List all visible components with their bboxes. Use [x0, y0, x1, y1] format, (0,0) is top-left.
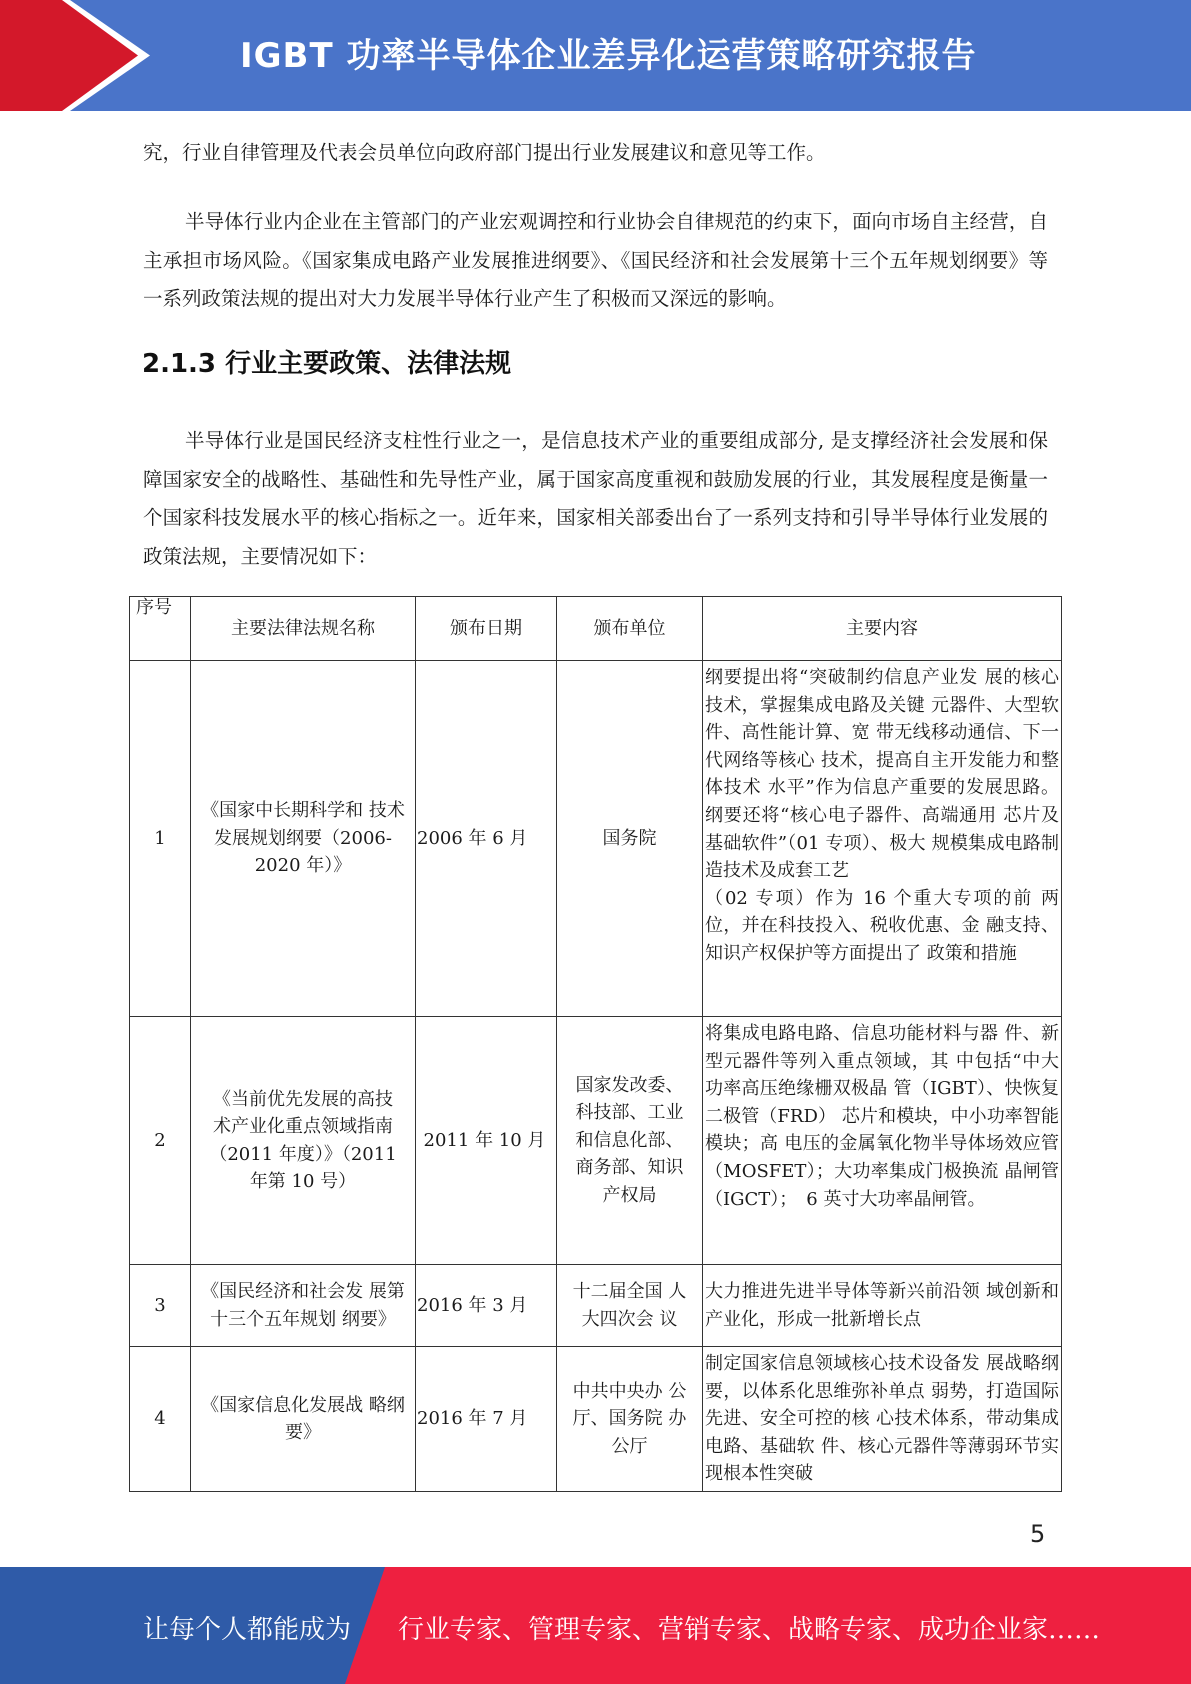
table-row — [130, 1017, 1062, 1265]
cell-index: 2 — [130, 1017, 191, 1265]
policy-table — [129, 596, 1062, 1492]
cell-content-part-1: 纲要提出将“突破制约信息产业发 展的核心技术，掌握集成电路及关键 元器件、大型软件、高性能计算、宽 带无线移动通信、下一代网络等核心 技术，提高自主开发能力和整体技术 水平”作为信息产重要的发展思路。 纲要还将“核心电子器件、高端通用 芯片及基础软件”（01 专项）、极大 规模集成电路制造技术及成套工艺 — [705, 667, 1059, 882]
table-header-row — [130, 597, 1062, 661]
cell-date: 2006 年 6 月 — [416, 661, 557, 1017]
report-title: IGBT 功率半导体企业差异化运营策略研究报告 — [240, 36, 977, 76]
cell-name: 《国家中长期科学和 技术发展规划纲要（2006-2020 年）》 — [191, 661, 416, 1017]
footer-slogan-right: 行业专家、管理专家、营销专家、战略专家、成功企业家…… — [398, 1615, 1101, 1645]
cell-issuer: 中共中央办 公厅、国务院 办公厅 — [557, 1347, 703, 1492]
paragraph-policy-intro: 半导体行业是国民经济支柱性行业之一，是信息技术产业的重要组成部分, 是支撑经济社会发展和保障国家安全的战略性、基础性和先导性产业，属于国家高度重视和鼓励发展的行业，其发展程度是衡量一个国家科技发展水平的核心指标之一。近年来，国家相关部委出台了一系列支持和引导半导体行业发展的政策法规，主要情况如下： — [143, 429, 1048, 568]
header-banner — [0, 0, 1191, 111]
cell-index: 4 — [130, 1347, 191, 1492]
chevron-logo-icon — [0, 0, 160, 111]
cell-content: 大力推进先进半导体等新兴前沿领 域创新和产业化，形成一批新增长点 — [703, 1265, 1062, 1347]
page-number: 5 — [1030, 1520, 1046, 1548]
footer-banner — [0, 1567, 1191, 1684]
cell-index: 1 — [130, 661, 191, 1017]
header-name: 主要法律法规名称 — [191, 597, 416, 661]
cell-content — [703, 661, 1062, 1017]
cell-issuer: 十二届全国 人大四次会 议 — [557, 1265, 703, 1347]
section-heading: 2.1.3 行业主要政策、法律法规 — [142, 349, 512, 379]
header-index: 序号 — [130, 597, 191, 661]
cell-name: 《国民经济和社会发 展第十三个五年规划 纲要》 — [191, 1265, 416, 1347]
footer-slogan-left: 让每个人都能成为 — [143, 1615, 352, 1645]
paragraph-industry-regulation: 半导体行业内企业在主管部门的产业宏观调控和行业协会自律规范的约束下，面向市场自主经营，自主承担市场风险。《国家集成电路产业发展推进纲要》、《国民经济和社会发展第十三个五年规划纲要》等一系列政策法规的提出对大力发展半导体行业产生了积极而又深远的影响。 — [143, 210, 1048, 310]
paragraph-continuation: 究，行业自律管理及代表会员单位向政府部门提出行业发展建议和意见等工作。 — [143, 141, 826, 164]
cell-date: 2011 年 10 月 — [416, 1017, 557, 1265]
cell-content-part-2: （02 专项）作为 16 个重大专项的前 两位，并在科技投入、税收优惠、金 融支持、知识产权保护等方面提出了 政策和措施 — [705, 887, 1059, 964]
cell-issuer: 国务院 — [557, 661, 703, 1017]
cell-content: 制定国家信息领域核心技术设备发 展战略纲要，以体系化思维弥补单点 弱势，打造国际先进、安全可控的核 心技术体系，带动集成电路、基础软 件、核心元器件等薄弱环节实现根本性突破 — [703, 1347, 1062, 1492]
header-issuer: 颁布单位 — [557, 597, 703, 661]
cell-issuer: 国家发改委、科技部、工业和信息化部、商务部、知识产权局 — [557, 1017, 703, 1265]
header-date: 颁布日期 — [416, 597, 557, 661]
table-row — [130, 1347, 1062, 1492]
cell-name: 《当前优先发展的高技术产业化重点领域指南（2011 年度）》（2011 年第 10 号） — [191, 1017, 416, 1265]
header-content: 主要内容 — [703, 597, 1062, 661]
cell-name: 《国家信息化发展战 略纲要》 — [191, 1347, 416, 1492]
cell-date: 2016 年 3 月 — [416, 1265, 557, 1347]
table-row — [130, 1265, 1062, 1347]
cell-index: 3 — [130, 1265, 191, 1347]
table-row — [130, 661, 1062, 1017]
cell-content: 将集成电路电路、信息功能材料与器 件、新型元器件等列入重点领域，其 中包括“中大功率高压绝缘栅双极晶 管（IGBT）、快恢复二极管（FRD） 芯片和模块，中小功率智能模块；高 电压的金属氧化物半导体场效应管（MOSFET）；大功率集成门极换流 晶闸管（IGCT）； 6 英寸大功率晶闸管。 — [703, 1017, 1062, 1265]
cell-date: 2016 年 7 月 — [416, 1347, 557, 1492]
